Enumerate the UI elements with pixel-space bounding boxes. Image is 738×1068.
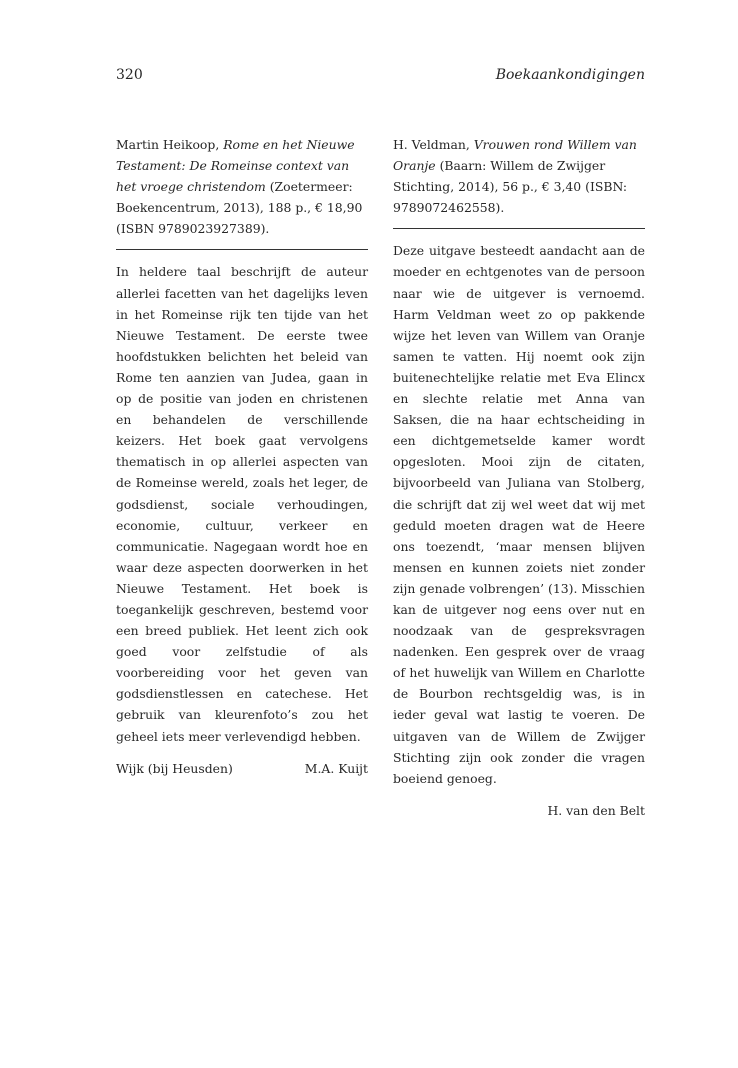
reviewer-name: H. van den Belt — [547, 802, 645, 818]
book-author: H. Veldman, — [393, 137, 474, 152]
reviewer-place: Wijk (bij Heusden) — [116, 760, 233, 776]
page-number: 320 — [116, 67, 143, 83]
review-body: In heldere taal beschrijft de auteur allerlei facetten van het dagelijks leven in het Romeinse rijk ten tijde van het Nieuwe Testament. De eerste twee hoofdstukken belichten het beleid van Rome ten aanzien van Judea, gaan in op de positie van joden en christenen en behandelen de verschillende keizers. Het boek gaat vervolgens thematisch in op allerlei aspecten van de Romeinse wereld, zoals het leger, de godsdienst, sociale verhoudingen, economie, cultuur, verkeer en communicatie. Nagegaan wordt hoe en waar deze aspecten doorwerken in het Nieuwe Testament. Het boek is toegankelijk geschreven, bestemd voor een breed publiek. Het leent zich ook goed voor zelfstudie of als voorbereiding voor het geven van godsdienstlessen en catechese. Het gebruik van kleurenfoto’s zou het geheel iets meer verlevendigd hebben. — [116, 264, 368, 744]
book-publication: (Baarn: Willem de Zwijger Stichting, 2014), 56 p., € 3,40 (ISBN: 9789072462558). — [393, 158, 628, 216]
signature — [116, 758, 368, 779]
divider — [116, 249, 368, 250]
book-title: Vrouwen rond Willem van Oranje — [393, 137, 637, 174]
book-title: Rome en het Nieuwe Testament: De Romeinse context van het vroege christendom — [116, 137, 355, 195]
citation — [116, 134, 368, 239]
reviewer-name: M.A. Kuijt — [304, 760, 368, 776]
book-author: Martin Heikoop, — [116, 137, 224, 152]
divider — [393, 228, 645, 229]
book-publication: (Zoetermeer: Boekencentrum, 2013), 188 p., € 18,90 (ISBN 9789023927389). — [116, 179, 363, 237]
signature — [393, 800, 645, 821]
review-right — [393, 134, 645, 821]
review-left — [116, 134, 368, 779]
citation — [393, 134, 645, 218]
review-body: Deze uitgave besteedt aandacht aan de moeder en echtgenotes van de persoon naar wie de uitgever is vernoemd. Harm Veldman weet zo op pakkende wijze het leven van Willem van Oranje samen te vatten. Hij noemt ook zijn buitenechtelijke relatie met Eva Elincx en slechte relatie met Anna van Saksen, die na haar echtscheiding in een dichtgemetselde kamer wordt opgesloten. Mooi zijn de citaten, bijvoorbeeld van Juliana van Stolberg, die schrijft dat zij wel weet dat wij met geduld moeten dragen wat de Heere ons toezendt, ‘maar mensen blijven mensen en kunnen zoiets niet zonder zijn genade volbrengen’ (13). Misschien kan de uitgever nog eens over nut en noodzaak van de gespreksvragen nadenken. Een gesprek over de vraag of het huwelijk van Willem en Charlotte de Bourbon rechtsgeldig was, is in ieder geval wat lastig te voeren. De uitgaven van de Willem de Zwijger Stichting zijn ook zonder die vragen boeiend genoeg. — [393, 243, 645, 786]
running-head: Boekaankondigingen — [495, 67, 645, 83]
